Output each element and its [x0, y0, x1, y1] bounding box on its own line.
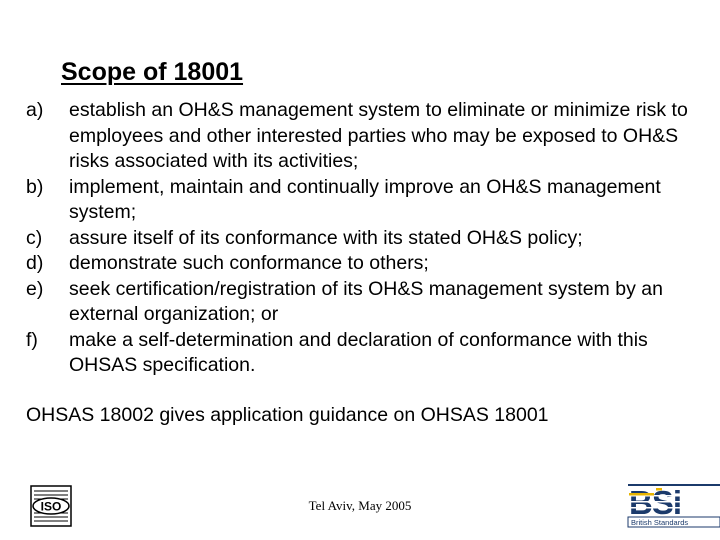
scope-list — [26, 98, 698, 379]
list-marker: f) — [26, 328, 38, 351]
list-item-text: seek certification/registration of its OH&S management system by an external organization; or — [69, 277, 663, 325]
svg-text:British Standards: British Standards — [631, 518, 689, 527]
list-marker: c) — [26, 226, 43, 249]
list-marker: d) — [26, 252, 44, 274]
list-marker: b) — [26, 175, 44, 198]
bsi-logo-icon — [626, 482, 720, 528]
slide-title: Scope of 18001 — [61, 58, 244, 86]
list-item-text: assure itself of its conformance with its stated OH&S policy; — [69, 226, 583, 249]
list-marker: e) — [26, 277, 44, 300]
list-marker: a) — [26, 99, 44, 121]
list-item — [26, 328, 698, 379]
list-item — [26, 98, 698, 175]
iso-logo-icon — [30, 485, 72, 527]
svg-text:ISO: ISO — [40, 499, 62, 514]
list-item — [26, 175, 698, 226]
footer-text: Tel Aviv, May 2005 — [308, 498, 412, 513]
list-item-text: demonstrate such conformance to others; — [69, 252, 429, 274]
list-item-text: implement, maintain and continually improve an OH&S management system; — [69, 175, 661, 223]
guidance-note: OHSAS 18002 gives application guidance on OHSAS 18001 — [26, 404, 549, 426]
list-item — [26, 251, 698, 277]
list-item-text: make a self-determination and declaration of conformance with this OHSAS specification. — [69, 328, 648, 376]
list-item-text: establish an OH&S management system to eliminate or minimize risk to employees and other interested parties who may be exposed to OH&S risks associated with its activities; — [69, 99, 688, 172]
list-item — [26, 277, 698, 328]
list-item — [26, 226, 698, 252]
